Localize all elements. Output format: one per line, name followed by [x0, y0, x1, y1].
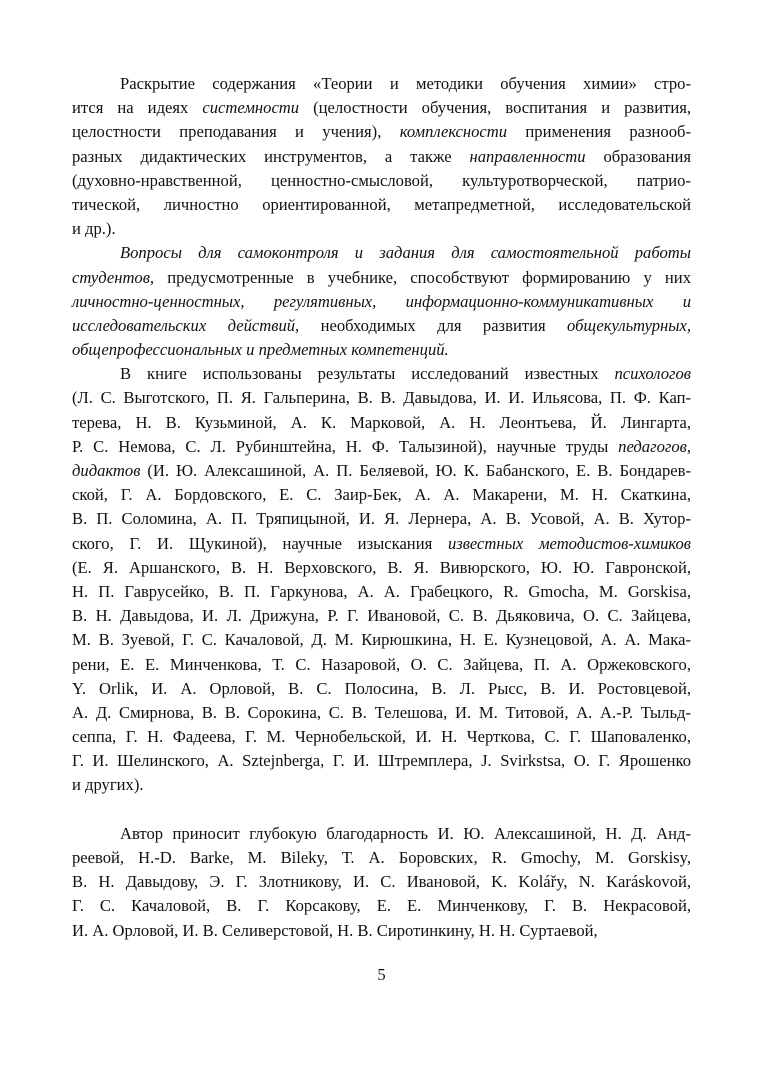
text-line — [72, 628, 691, 652]
italic-text-run: известных методистов-химиков — [447, 533, 692, 553]
italic-text-run: общекультурных, — [567, 315, 691, 335]
text-line — [72, 749, 691, 773]
text-line — [72, 435, 691, 459]
text-line — [72, 919, 691, 943]
text-run: Р. С. Немова, С. Л. Рубинштейна, Н. Ф. Талызиной), научные труды — [72, 436, 619, 456]
text-line — [72, 314, 691, 338]
italic-text-run: психологов — [614, 364, 691, 384]
text-run: сеппа, Г. Н. Фадеева, Г. М. Чернобельской, И. Н. Черткова, С. Г. Шаповаленко, — [72, 727, 691, 747]
text-line — [72, 483, 691, 507]
text-run: Y. Orlik, И. А. Орловой, В. С. Полосина, В. Л. Рысс, В. И. Ростовцевой, — [72, 678, 691, 698]
text-run: предусмотренные в учебнике, способствуют формированию у них — [154, 267, 691, 287]
italic-text-run: личностно-ценностных, регулятивных, информационно-коммуникативных и — [72, 291, 691, 311]
text-line — [72, 677, 691, 701]
text-line — [72, 145, 691, 169]
page-number: 5 — [377, 965, 386, 984]
text-line — [72, 193, 691, 217]
italic-text-run: направленности — [469, 146, 586, 166]
text-run: целостности преподавания и учения), — [72, 122, 400, 142]
italic-text-run: Вопросы для самоконтроля и задания для самостоятельной работы — [120, 243, 691, 263]
text-run: И. А. Орловой, И. В. Селиверстовой, Н. В. Сиротинкину, Н. Н. Суртаевой, — [72, 920, 598, 940]
paragraph — [72, 241, 691, 362]
text-line — [72, 701, 691, 725]
italic-text-run: системности — [202, 98, 300, 118]
text-line — [72, 725, 691, 749]
text-line — [72, 846, 691, 870]
text-line — [72, 507, 691, 531]
text-line — [72, 338, 691, 362]
text-line — [72, 411, 691, 435]
text-line — [72, 96, 691, 120]
text-line — [72, 532, 691, 556]
paragraph — [72, 822, 691, 943]
text-run: В. П. Соломина, А. П. Тряпицыной, И. Я. Лернера, А. В. Усовой, А. В. Хутор- — [72, 509, 691, 529]
text-run: В. Н. Давыдову, Э. Г. Злотникову, И. С. Ивановой, K. Kolářy, N. Karáskovoй, — [72, 872, 691, 892]
text-run: (духовно-нравственной, ценностно-смысловой, культуротворческой, патрио- — [72, 170, 691, 190]
text-run: (Л. С. Выготского, П. Я. Гальперина, В. В. Давыдова, И. И. Ильясова, П. Ф. Кап- — [72, 388, 691, 408]
text-run: Н. П. Гаврусейко, В. П. Гаркунова, А. А. Грабецкого, R. Gmocha, M. Gorskisa, — [72, 581, 691, 601]
text-line — [72, 822, 691, 846]
text-run: (целостности обучения, воспитания и развития, — [299, 98, 691, 118]
text-run: образования — [585, 146, 691, 166]
text-line — [72, 773, 691, 797]
text-run: Автор приносит глубокую благодарность И. Ю. Алексашиной, Н. Д. Анд- — [120, 823, 691, 843]
text-run: терева, Н. В. Кузьминой, А. К. Марковой, А. Н. Леонтьева, Й. Лингарта, — [72, 412, 691, 432]
text-line — [72, 72, 691, 96]
text-line — [72, 120, 691, 144]
paragraph — [72, 72, 691, 241]
italic-text-run: педагогов, — [618, 436, 691, 456]
text-line — [72, 870, 691, 894]
body-text — [72, 72, 691, 943]
paragraph — [72, 362, 691, 797]
italic-text-run: общепрофессиональных и предметных компетенций. — [72, 340, 449, 360]
text-run: ится на идеях — [72, 98, 203, 118]
italic-text-run: студентов, — [72, 267, 155, 287]
text-line — [72, 604, 691, 628]
text-line — [72, 894, 691, 918]
text-run: Г. И. Шелинского, A. Sztejnberga, Г. И. Штремплера, J. Svirkstsa, О. Г. Ярошенко — [72, 751, 691, 771]
text-line — [72, 217, 691, 241]
italic-text-run: дидактов — [72, 461, 141, 480]
text-line — [72, 290, 691, 314]
text-run: Раскрытие содержания «Теории и методики обучения химии» стро- — [120, 74, 691, 93]
text-line — [72, 386, 691, 410]
text-run: рени, Е. Е. Минченкова, Т. С. Назаровой, О. С. Зайцева, П. А. Оржековского, — [72, 654, 691, 674]
text-run: разных дидактических инструментов, а также — [72, 146, 470, 166]
text-run: тической, личностно ориентированной, метапредметной, исследовательской — [72, 194, 691, 214]
text-line — [72, 241, 691, 265]
text-line — [72, 459, 691, 483]
text-run: , необходимых для развития — [295, 315, 568, 335]
italic-text-run: комплексности — [399, 122, 508, 142]
text-line — [72, 653, 691, 677]
italic-text-run: исследовательских действий — [72, 315, 296, 335]
text-run: ской, Г. А. Бордовского, Е. С. Заир-Бек, А. А. Макарени, М. Н. Скаткина, — [72, 485, 691, 505]
text-run: (И. Ю. Алексашиной, А. П. Беляевой, Ю. К. Бабанского, Е. В. Бондарев- — [140, 461, 691, 480]
text-line — [72, 580, 691, 604]
text-line — [72, 169, 691, 193]
text-line — [72, 266, 691, 290]
text-run: ского, Г. И. Щукиной), научные изыскания — [72, 533, 448, 553]
text-run: М. В. Зуевой, Г. С. Качаловой, Д. М. Кирюшкина, Н. Е. Кузнецовой, А. А. Мака- — [72, 630, 691, 650]
text-run: и др.). — [72, 219, 116, 239]
text-run: Г. С. Качаловой, В. Г. Корсакову, Е. Е. Минченкову, Г. В. Некрасовой, — [72, 896, 691, 916]
text-line — [72, 362, 691, 386]
paragraph-gap — [72, 798, 691, 822]
text-run: и других). — [72, 775, 144, 795]
text-line — [72, 556, 691, 580]
text-run: реевой, H.-D. Barke, M. Bileky, Т. А. Боровских, R. Gmochy, M. Gorskisy, — [72, 848, 691, 867]
text-run: (Е. Я. Аршанского, В. Н. Верховского, В. Я. Вивюрского, Ю. Ю. Гавронской, — [72, 557, 691, 577]
text-run: В книге использованы результаты исследований известных — [120, 364, 615, 384]
text-run: В. Н. Давыдова, И. Л. Дрижуна, Р. Г. Ивановой, С. В. Дьяковича, О. С. Зайцева, — [72, 606, 691, 626]
text-run: применения разнооб- — [507, 122, 691, 142]
text-run: А. Д. Смирнова, В. В. Сорокина, С. В. Телешова, И. М. Титовой, А. А.-Р. Тыльд- — [72, 702, 691, 722]
